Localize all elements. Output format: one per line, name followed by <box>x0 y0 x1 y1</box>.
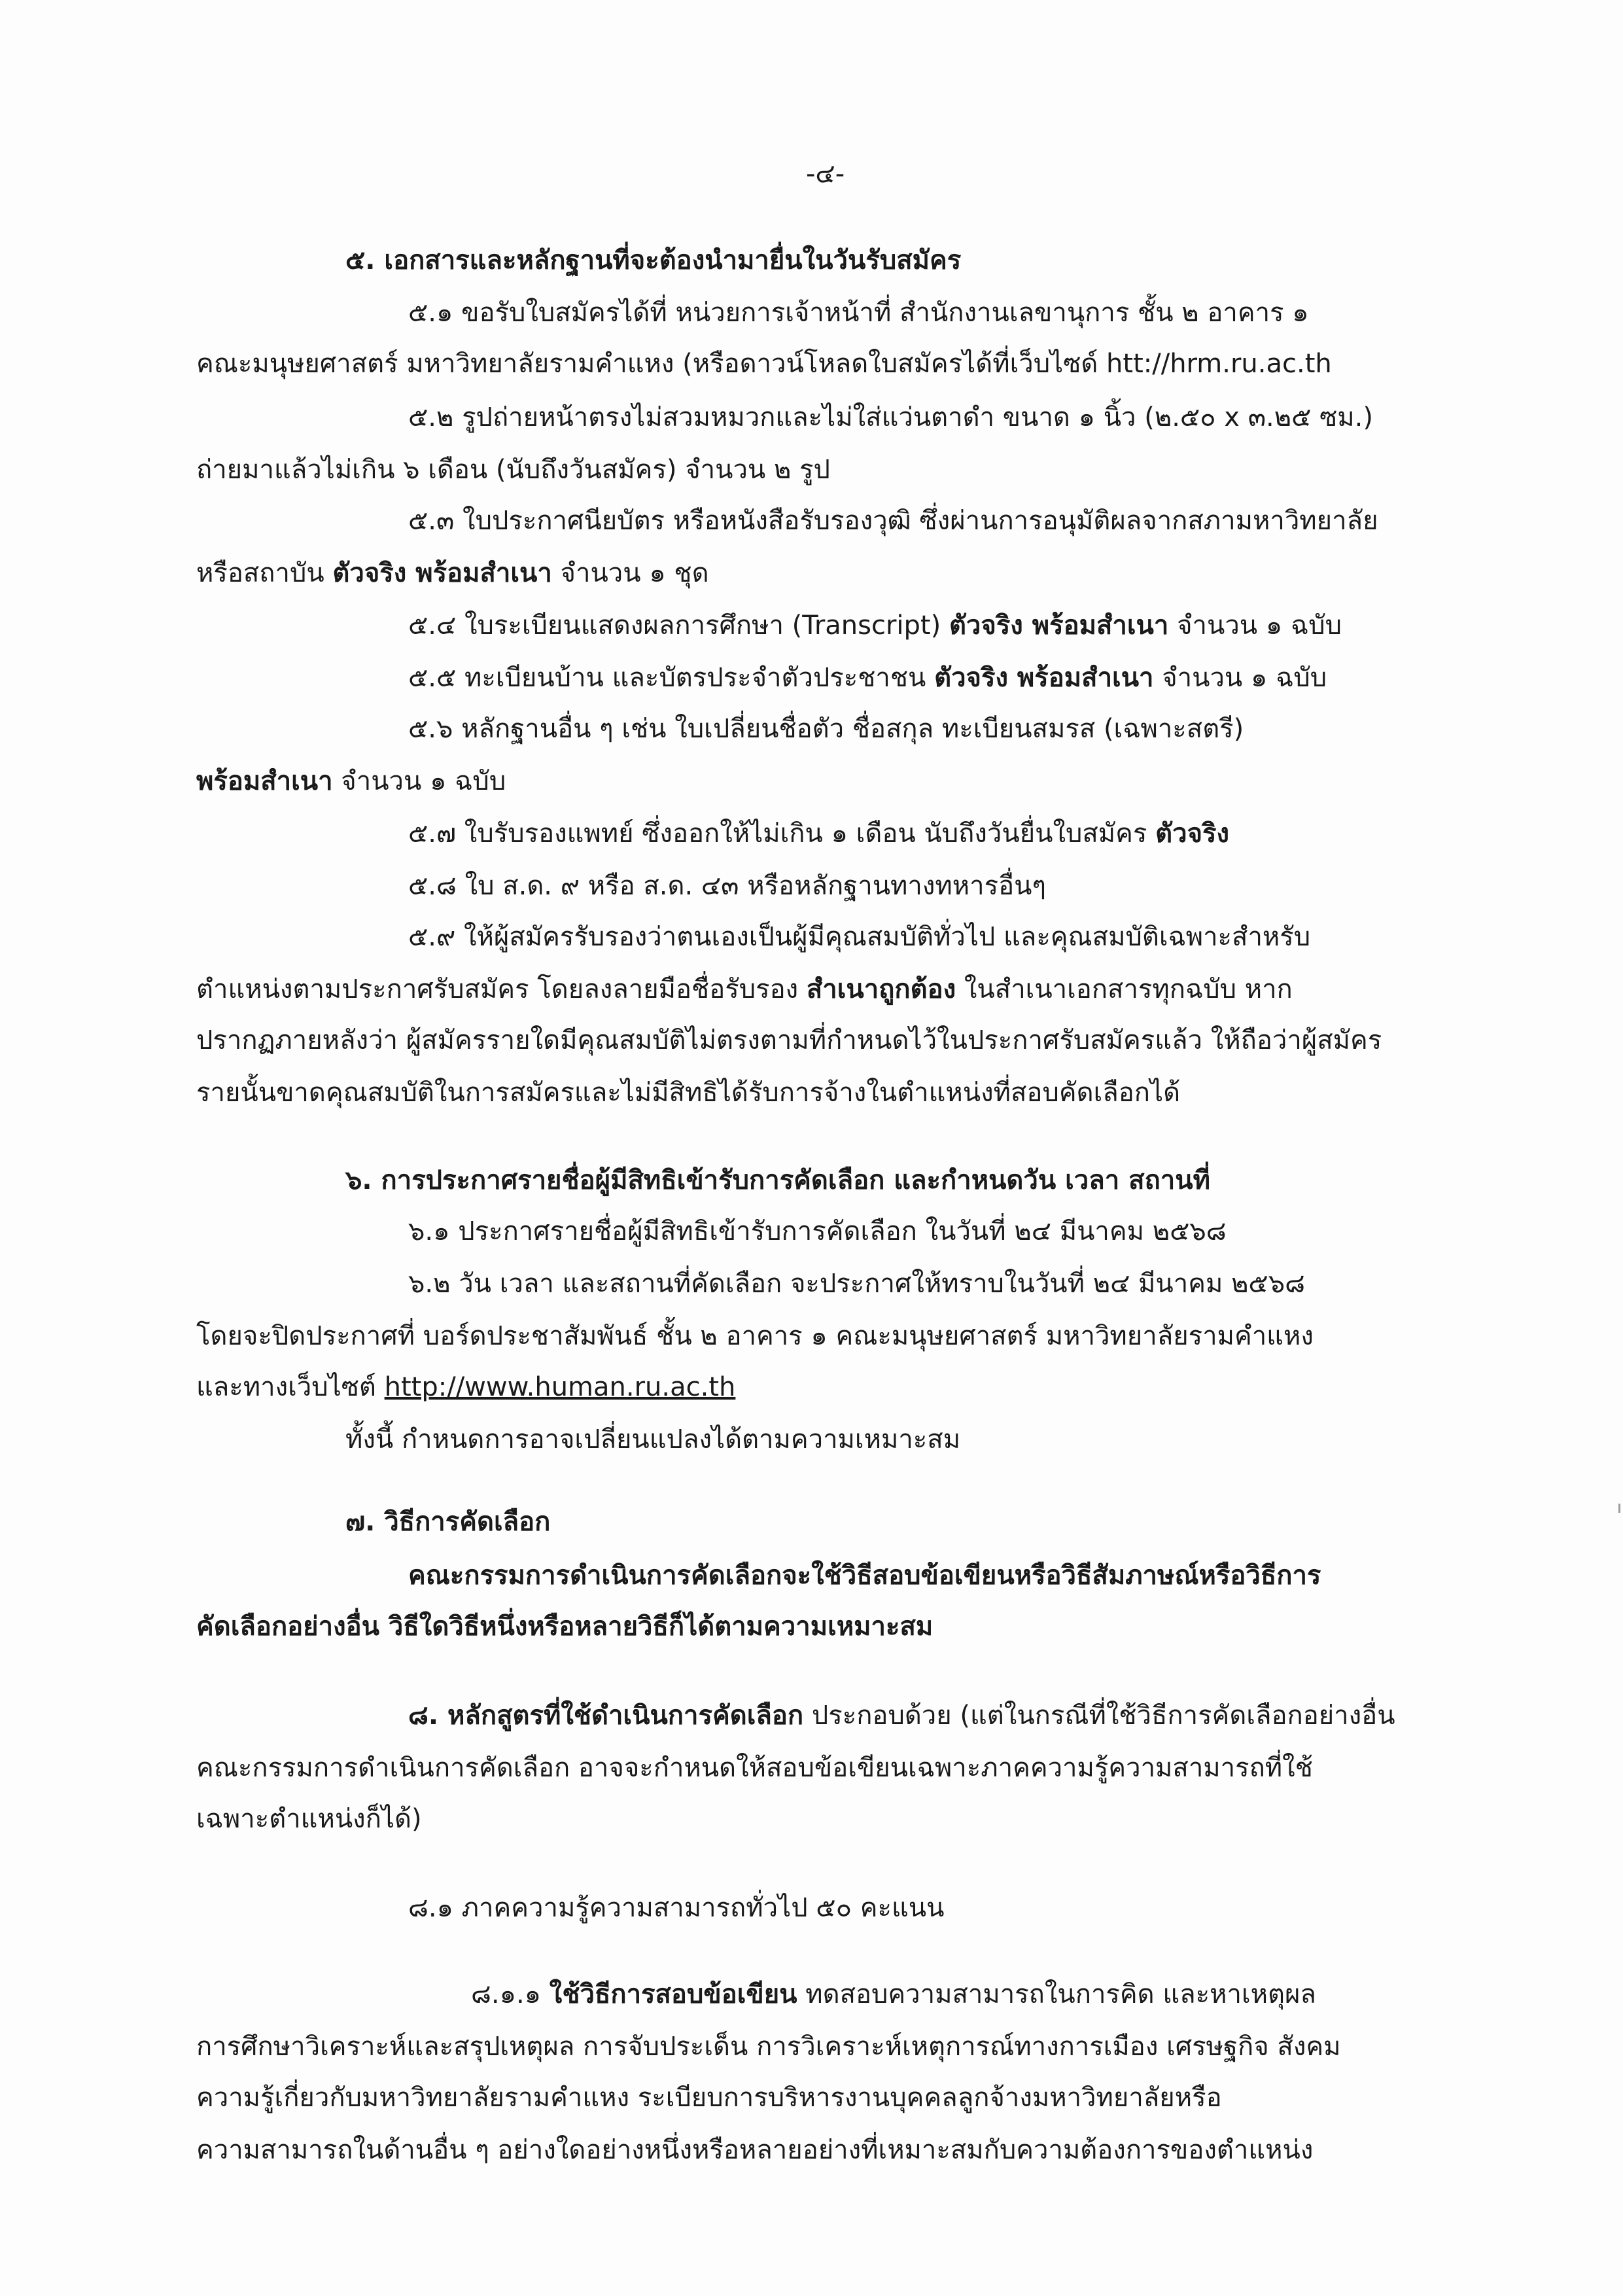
para-8-line-3 <box>196 1799 422 1839</box>
text-run: ๕.๕ ทะเบียนบ้าน และบัตรประจำตัวประชาชน <box>408 663 935 693</box>
text-run: คณะกรรมการดำเนินการคัดเลือก อาจจะกำหนดให้สอบข้อเขียนเฉพาะภาคความรู้ความสามารถที่ใช้ <box>196 1753 1313 1783</box>
para-5-5 <box>408 658 1327 698</box>
page-number: -๔- <box>806 159 845 189</box>
text-run: ๕.๖ หลักฐานอื่น ๆ เช่น ใบเปลี่ยนชื่อตัว ชื่อสกุล ทะเบียนสมรส (เฉพาะสตรี) <box>408 714 1244 744</box>
section-7-heading <box>345 1502 550 1542</box>
text-run: ๘.๑.๑ <box>471 1979 550 2009</box>
para-5-1-line-1 <box>408 293 1309 332</box>
text-run: หรือสถาบัน <box>196 558 333 588</box>
text-run: สำเนาถูกต้อง <box>806 974 956 1004</box>
text-run: ตำแหน่งตามประกาศรับสมัคร โดยลงลายมือชื่อรับรอง <box>196 974 807 1004</box>
para-5-2-line-1 <box>408 398 1373 437</box>
text-run: โดยจะปิดประกาศที่ บอร์ดประชาสัมพันธ์ ชั้น ๒ อาคาร ๑ คณะมนุษยศาสตร์ มหาวิทยาลัยรามคำแหง <box>196 1321 1314 1351</box>
text-run: ๗. วิธีการคัดเลือก <box>345 1507 551 1537</box>
para-5-3-line-1 <box>408 501 1378 540</box>
text-run: ใช้วิธีการสอบข้อเขียน <box>549 1979 797 2009</box>
text-run: ๕.๔ ใบระเบียนแสดงผลการศึกษา (Transcript) <box>408 610 949 641</box>
text-run: ๖. การประกาศรายชื่อผู้มีสิทธิเข้ารับการคัดเลือก และกำหนดวัน เวลา สถานที่ <box>345 1165 1210 1195</box>
text-run: จำนวน ๑ ฉบับ <box>1153 663 1327 693</box>
text-run: พร้อมสำเนา <box>196 766 333 796</box>
text-run: และทางเว็บไซต์ <box>196 1372 385 1402</box>
para-7-line-1 <box>408 1556 1321 1595</box>
para-5-2-line-2 <box>196 450 830 489</box>
text-run: คณะกรรมการดำเนินการคัดเลือกจะใช้วิธีสอบข้อเขียนหรือวิธีสัมภาษณ์หรือวิธีการ <box>408 1561 1321 1591</box>
text-run: ๘.๑ ภาคความรู้ความสามารถทั่วไป ๕๐ คะแนน <box>408 1893 945 1923</box>
para-5-8 <box>408 866 1046 906</box>
para-8-1-1-line-1 <box>471 1975 1316 2014</box>
text-run: ตัวจริง พร้อมสำเนา <box>949 610 1169 641</box>
text-run: ๘. หลักสูตรที่ใช้ดำเนินการคัดเลือก <box>408 1701 804 1731</box>
section-6-heading <box>345 1161 1210 1200</box>
scan-edge-mark <box>1618 1504 1620 1513</box>
para-6-2-line-1 <box>408 1264 1305 1303</box>
para-5-1-line-2 <box>196 344 1332 383</box>
para-7-line-2 <box>196 1607 933 1646</box>
text-run: จำนวน ๑ ชุด <box>551 558 709 588</box>
para-6-2-line-2 <box>196 1316 1314 1356</box>
para-5-3-line-2 <box>196 554 709 593</box>
text-run: ๕.๒ รูปถ่ายหน้าตรงไม่สวมหมวกและไม่ใส่แว่นตาดำ ขนาด ๑ นิ้ว (๒.๕๐ x ๓.๒๕ ซม.) <box>408 402 1373 433</box>
text-run: ทั้งนี้ กำหนดการอาจเปลี่ยนแปลงได้ตามความเหมาะสม <box>345 1424 961 1455</box>
para-8-1-1-line-3 <box>196 2078 1222 2117</box>
text-run: ประกอบด้วย (แต่ในกรณีที่ใช้วิธีการคัดเลือกอย่างอื่น <box>803 1701 1395 1731</box>
text-run: ความสามารถในด้านอื่น ๆ อย่างใดอย่างหนึ่งหรือหลายอย่างที่เหมาะสมกับความต้องการของตำแหน่ง <box>196 2135 1314 2165</box>
text-run: ถ่ายมาแล้วไม่เกิน ๖ เดือน (นับถึงวันสมัคร) จำนวน ๒ รูป <box>196 455 830 485</box>
text-run: ๖.๒ วัน เวลา และสถานที่คัดเลือก จะประกาศให้ทราบในวันที่ ๒๔ มีนาคม ๒๕๖๘ <box>408 1269 1305 1299</box>
text-run: รายนั้นขาดคุณสมบัติในการสมัครและไม่มีสิทธิได้รับการจ้างในตำแหน่งที่สอบคัดเลือกได้ <box>196 1078 1181 1108</box>
text-run: คัดเลือกอย่างอื่น วิธีใดวิธีหนึ่งหรือหลายวิธีก็ได้ตามความเหมาะสม <box>196 1612 934 1642</box>
text-run: การศึกษาวิเคราะห์และสรุปเหตุผล การจับประเด็น การวิเคราะห์เหตุการณ์ทางการเมือง เศรษฐกิจ สังคม <box>196 2032 1341 2062</box>
para-5-4 <box>408 606 1342 645</box>
para-5-6-line-1 <box>408 709 1244 749</box>
text-run: ๖.๑ ประกาศรายชื่อผู้มีสิทธิเข้ารับการคัดเลือก ในวันที่ ๒๔ มีนาคม ๒๕๖๘ <box>408 1216 1227 1246</box>
text-run: ๕.๘ ใบ ส.ด. ๙ หรือ ส.ด. ๔๓ หรือหลักฐานทางทหารอื่นๆ <box>408 871 1046 901</box>
text-run: ๕.๓ ใบประกาศนียบัตร หรือหนังสือรับรองวุฒิ ซึ่งผ่านการอนุมัติผลจากสภามหาวิทยาลัย <box>408 506 1378 536</box>
text-run: จำนวน ๑ ฉบับ <box>332 766 506 796</box>
text-run: คณะมนุษยศาสตร์ มหาวิทยาลัยรามคำแหง (หรือดาวน์โหลดใบสมัครได้ที่เว็บไซด์ htt://hrm.ru.ac.th <box>196 349 1332 379</box>
para-5-6-line-2 <box>196 762 506 801</box>
para-6-2-line-3 <box>196 1368 735 1407</box>
section-8-heading <box>408 1696 1395 1735</box>
section-5-heading <box>345 241 961 280</box>
text-run: จำนวน ๑ ฉบับ <box>1168 610 1342 641</box>
para-8-1 <box>408 1888 944 1928</box>
para-5-9-line-2 <box>196 970 1293 1009</box>
para-8-1-1-line-2 <box>196 2027 1341 2066</box>
para-8-line-2 <box>196 1748 1313 1788</box>
text-run[interactable]: http://www.human.ru.ac.th <box>384 1372 736 1402</box>
text-run: ตัวจริง <box>1155 819 1230 849</box>
text-run: ๕.๙ ให้ผู้สมัครรับรองว่าตนเองเป็นผู้มีคุณสมบัติทั่วไป และคุณสมบัติเฉพาะสำหรับ <box>408 922 1311 952</box>
text-run: ทดสอบความสามารถในการคิด และหาเหตุผล <box>797 1979 1316 2009</box>
text-run: ๕. เอกสารและหลักฐานที่จะต้องนำมายื่นในวันรับสมัคร <box>345 245 962 275</box>
text-run: เฉพาะตำแหน่งก็ได้) <box>196 1804 422 1834</box>
text-run: ๕.๑ ขอรับใบสมัครได้ที่ หน่วยการเจ้าหน้าที่ สำนักงานเลขานุการ ชั้น ๒ อาคาร ๑ <box>408 298 1309 328</box>
para-8-1-1-line-4 <box>196 2130 1313 2170</box>
text-run: ความรู้เกี่ยวกับมหาวิทยาลัยรามคำแหง ระเบียบการบริหารงานบุคคลลูกจ้างมหาวิทยาลัยหรือ <box>196 2083 1222 2113</box>
text-run: ในสำเนาเอกสารทุกฉบับ หาก <box>956 974 1293 1004</box>
text-run: ตัวจริง พร้อมสำเนา <box>934 663 1154 693</box>
para-5-9-line-1 <box>408 917 1310 957</box>
para-6-1 <box>408 1212 1227 1251</box>
text-run: ตัวจริง พร้อมสำเนา <box>332 558 552 588</box>
para-5-9-line-3 <box>196 1021 1382 1060</box>
para-5-7 <box>408 814 1229 853</box>
para-5-9-line-4 <box>196 1073 1180 1112</box>
text-run: ปรากฏภายหลังว่า ผู้สมัครรายใดมีคุณสมบัติไม่ตรงตามที่กำหนดไว้ในประกาศรับสมัครแล้ว ให้ถือว่าผู้สมัคร <box>196 1025 1382 1055</box>
text-run: ๕.๗ ใบรับรองแพทย์ ซึ่งออกให้ไม่เกิน ๑ เดือน นับถึงวันยื่นใบสมัคร <box>408 819 1156 849</box>
para-6-note <box>345 1420 960 1459</box>
